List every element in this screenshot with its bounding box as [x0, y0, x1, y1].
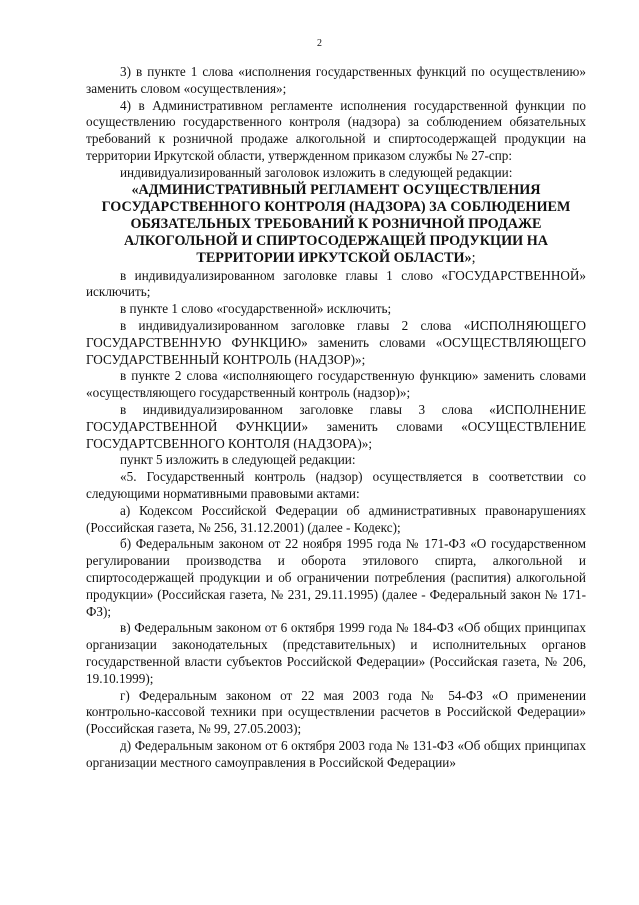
regulation-title-tail: ; [471, 250, 476, 267]
paragraph-point2: в пункте 2 слова «исполняющего государственную функцию» заменить словами «осуществляющего государственный контроль (надзор)»; [86, 368, 586, 401]
paragraph-item-3: 3) в пункте 1 слова «исполнения государственных функций по осуществлению» заменить словом «осуществления»; [86, 64, 586, 96]
paragraph-chapter3-heading: в индивидуализированном заголовке главы 3 слова «ИСПОЛНЕНИЕ ГОСУДАРСТВЕННОЙ ФУНКЦИИ» заменить словами «ОСУЩЕСТВЛЕНИЕ ГОСУДАРТСВЕННОГО КОНТОЛЯ (НАДЗОРА)»; [86, 401, 586, 451]
paragraph-point5-text: «5. Государственный контроль (надзор) осуществляется в соответствии со следующими нормативными правовыми актами: [86, 469, 586, 501]
paragraph-chapter2-heading: в индивидуализированном заголовке главы 2 слова «ИСПОЛНЯЮЩЕГО ГОСУДАРСТВЕННУЮ ФУНКЦИЮ» заменить словами «ОСУЩЕСТВЛЯЮЩЕГО ГОСУДАРСТВЕННЫЙ КОНТРОЛЬ (НАДЗОР)»; [86, 317, 586, 367]
regulation-title [86, 182, 586, 268]
list-item-d: д) Федеральным законом от 6 октября 2003 года № 131-ФЗ «Об общих принципах организации местного самоуправления в Российской Федерации» [86, 737, 586, 770]
document-body [86, 64, 586, 772]
list-item-v: в) Федеральным законом от 6 октября 1999 года № 184-ФЗ «Об общих принципах организации законодательных (представительных) и исполнительных органов государственной власти субъектов Российской Федерации» (Российская газета, № 206, 19.10.1999); [86, 620, 586, 686]
list-item-b: б) Федеральным законом от 22 ноября 1995 года № 171-ФЗ «О государственном регулировании производства и оборота этилового спирта, алкогольной и спиртосодержащей продукции и об ограничении потребления (распития) алкогольной продукции» (Российская газета, № 231, 29.11.1995) (далее - Федеральный закон № 171-ФЗ); [86, 536, 586, 619]
list-item-g: г) Федеральным законом от 22 мая 2003 года № 54-ФЗ «О применении контрольно-кассовой техники при осуществлении расчетов в Российской Федерации» (Российская газета, № 99, 27.05.2003); [86, 687, 586, 737]
paragraph-heading-intro: индивидуализированный заголовок изложить в следующей редакции: [120, 164, 513, 180]
list-item-a: а) Кодексом Российской Федерации об административных правонарушениях (Российская газета, № 256, 31.12.2001) (далее - Кодекс); [86, 502, 586, 535]
paragraph-point1: в пункте 1 слово «государственной» исключить; [120, 301, 392, 317]
paragraph-chapter1-heading: в индивидуализированном заголовке главы 1 слово «ГОСУДАРСТВЕННОЙ» исключить; [86, 267, 586, 300]
paragraph-point5-intro: пункт 5 изложить в следующей редакции: [120, 452, 356, 468]
paragraph-item-4: 4) в Административном регламенте исполнения государственной функции по осуществлению государственного контроля (надзора) за соблюдением обязательных требований к розничной продаже алкогольной и спиртосодержащей продукции на территории Иркутской области, утвержденном приказом службы № 27-спр: [86, 97, 586, 163]
regulation-title-text: «АДМИНИСТРАТИВНЫЙ РЕГЛАМЕНТ ОСУЩЕСТВЛЕНИЯ ГОСУДАРСТВЕННОГО КОНТРОЛЯ (НАДЗОРА) ЗА СОБЛЮДЕНИЕМ ОБЯЗАТЕЛЬНЫХ ТРЕБОВАНИЙ К РОЗНИЧНОЙ ПРОДАЖЕ АЛКОГОЛЬНОЙ И СПИРТОСОДЕРЖАЩЕЙ ПРОДУКЦИИ НА ТЕРРИТОРИИ ИРКУТСКОЙ ОБЛАСТИ» [101, 181, 571, 267]
page-number: 2 [317, 38, 322, 49]
